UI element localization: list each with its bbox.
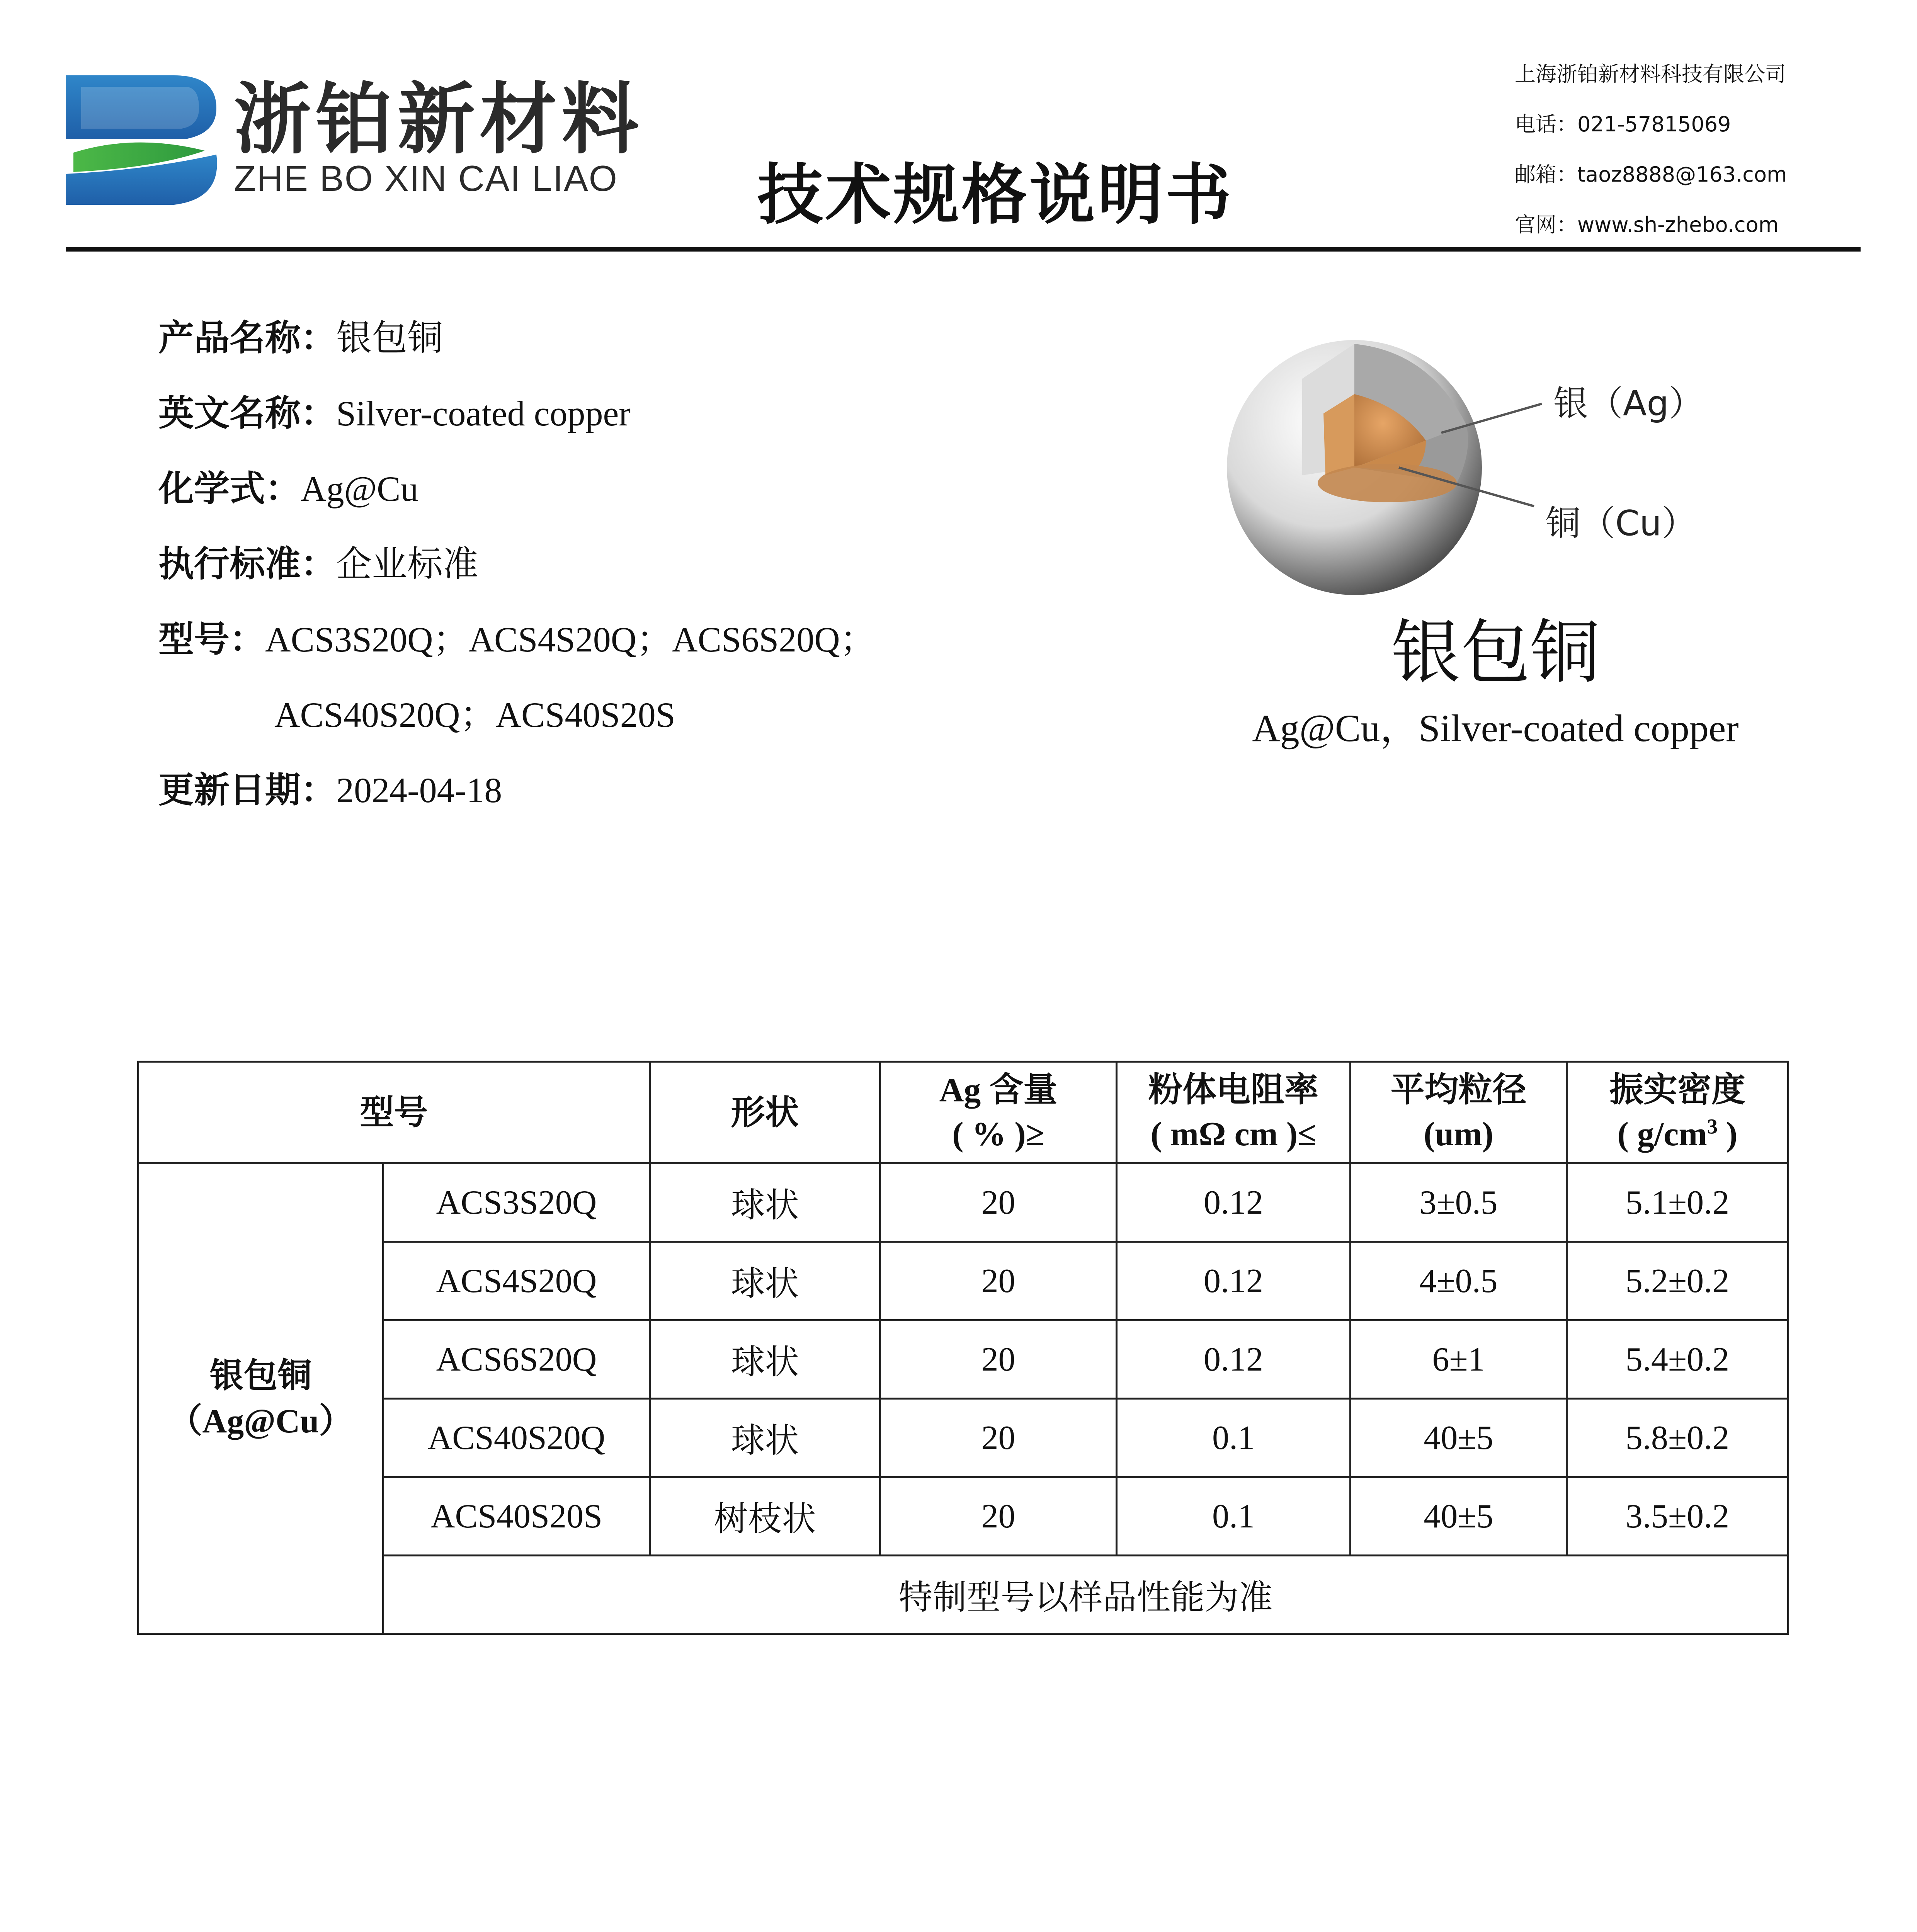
table-footer-note: 特制型号以样品性能为准 [383, 1556, 1788, 1634]
cell-resistivity: 0.12 [1117, 1320, 1351, 1399]
cell-size: 4±0.5 [1351, 1242, 1567, 1320]
cell-size: 40±5 [1351, 1399, 1567, 1477]
header-tap-density [1567, 1062, 1788, 1163]
info-formula [158, 468, 418, 510]
cell-model: ACS6S20Q [383, 1320, 650, 1399]
contact-email: 邮箱：taoz8888@163.com [1515, 162, 1787, 187]
info-english-name [158, 392, 631, 435]
contact-company: 上海浙铂新材料科技有限公司 [1515, 62, 1786, 86]
logo-mark-icon [58, 71, 228, 211]
info-label: 更新日期： [158, 769, 337, 811]
cell-resistivity: 0.1 [1117, 1477, 1351, 1556]
info-label: 化学式： [158, 468, 301, 509]
cell-ag: 20 [880, 1163, 1117, 1242]
header-model: 型号 [138, 1062, 650, 1163]
group-label-line2: （Ag@Cu） [168, 1402, 353, 1440]
info-value: Silver-coated copper [336, 394, 631, 433]
info-label: 执行标准： [158, 543, 337, 585]
figure-label-cu: 铜（Cu） [1546, 503, 1696, 544]
info-label: 产品名称： [158, 317, 337, 359]
cell-ag: 20 [880, 1477, 1117, 1556]
company-logo [58, 71, 228, 211]
info-value: ACS40S20Q；ACS40S20S [274, 695, 675, 735]
cell-ag: 20 [880, 1399, 1117, 1477]
table-header-row [138, 1062, 1788, 1163]
cell-size: 3±0.5 [1351, 1163, 1567, 1242]
cell-model: ACS4S20Q [383, 1242, 650, 1320]
header-ag-line2: ( % )≥ [952, 1116, 1044, 1153]
cell-resistivity: 0.12 [1117, 1242, 1351, 1320]
cell-size: 6±1 [1351, 1320, 1567, 1399]
contact-website: 官网：www.sh-zhebo.com [1515, 213, 1779, 237]
header-res-line2: ( mΩ cm )≤ [1150, 1116, 1317, 1153]
header-res-line1: 粉体电阻率 [1148, 1071, 1319, 1109]
info-value: Ag@Cu [301, 469, 418, 509]
group-label-cell [138, 1163, 383, 1634]
table-row [138, 1163, 1788, 1242]
spec-table [137, 1061, 1789, 1635]
document-title: 技术规格说明书 [757, 157, 1234, 233]
cell-model: ACS40S20S [383, 1477, 650, 1556]
info-value: 2024-04-18 [336, 770, 502, 810]
cell-density: 5.8±0.2 [1567, 1399, 1788, 1477]
cell-density: 3.5±0.2 [1567, 1477, 1788, 1556]
info-value: 银包铜 [336, 317, 443, 359]
cell-model: ACS3S20Q [383, 1163, 650, 1242]
header-divider [66, 247, 1861, 252]
particle-figure [1225, 336, 1766, 614]
cell-density: 5.2±0.2 [1567, 1242, 1788, 1320]
group-label-line1: 银包铜 [209, 1355, 312, 1395]
info-value: ACS3S20Q；ACS4S20Q；ACS6S20Q； [265, 620, 876, 659]
table-footer-row [138, 1556, 1788, 1634]
header-density-line1: 振实密度 [1609, 1071, 1746, 1109]
cell-density: 5.4±0.2 [1567, 1320, 1788, 1399]
company-name-cn: 浙铂新材料 [234, 75, 644, 165]
cell-ag: 20 [880, 1242, 1117, 1320]
cell-shape: 球状 [650, 1320, 880, 1399]
cell-size: 40±5 [1351, 1477, 1567, 1556]
cell-shape: 球状 [650, 1399, 880, 1477]
table-row [138, 1242, 1788, 1320]
cell-ag: 20 [880, 1320, 1117, 1399]
company-name-en: ZHE BO XIN CAI LIAO [234, 158, 618, 199]
header-ag-line1: Ag 含量 [939, 1071, 1058, 1109]
density-unit-end: ) [1718, 1116, 1738, 1153]
info-models [158, 618, 876, 661]
info-label: 英文名称： [158, 393, 337, 434]
info-value: 企业标准 [336, 543, 479, 585]
cell-shape: 球状 [650, 1163, 880, 1242]
cell-resistivity: 0.1 [1117, 1399, 1351, 1477]
figure-label-ag: 银（Ag） [1553, 383, 1704, 424]
header-ag-content [880, 1062, 1117, 1163]
density-unit: ( g/cm [1617, 1116, 1707, 1153]
cell-shape: 球状 [650, 1242, 880, 1320]
header-shape: 形状 [650, 1062, 880, 1163]
figure-caption: Ag@Cu，Silver-coated copper [1252, 707, 1739, 750]
info-update-date [158, 769, 502, 811]
header-size-line1: 平均粒径 [1390, 1071, 1527, 1109]
cell-resistivity: 0.12 [1117, 1163, 1351, 1242]
info-product-name [158, 317, 443, 359]
header-size-line2: (um) [1424, 1116, 1493, 1153]
table-row [138, 1477, 1788, 1556]
contact-phone: 电话：021-57815069 [1515, 112, 1731, 136]
density-exponent: 3 [1707, 1114, 1718, 1138]
cell-model: ACS40S20Q [383, 1399, 650, 1477]
info-standard [158, 543, 478, 585]
table-row [138, 1320, 1788, 1399]
header-density-line2 [1568, 1112, 1787, 1156]
header-resistivity [1117, 1062, 1351, 1163]
info-label: 型号： [158, 619, 265, 660]
core-shell-sphere-icon [1225, 336, 1766, 614]
cell-density: 5.1±0.2 [1567, 1163, 1788, 1242]
header-particle-size [1351, 1062, 1567, 1163]
figure-title: 银包铜 [1391, 612, 1600, 693]
table-row [138, 1399, 1788, 1477]
info-models-line2 [274, 694, 675, 736]
cell-shape: 树枝状 [650, 1477, 880, 1556]
